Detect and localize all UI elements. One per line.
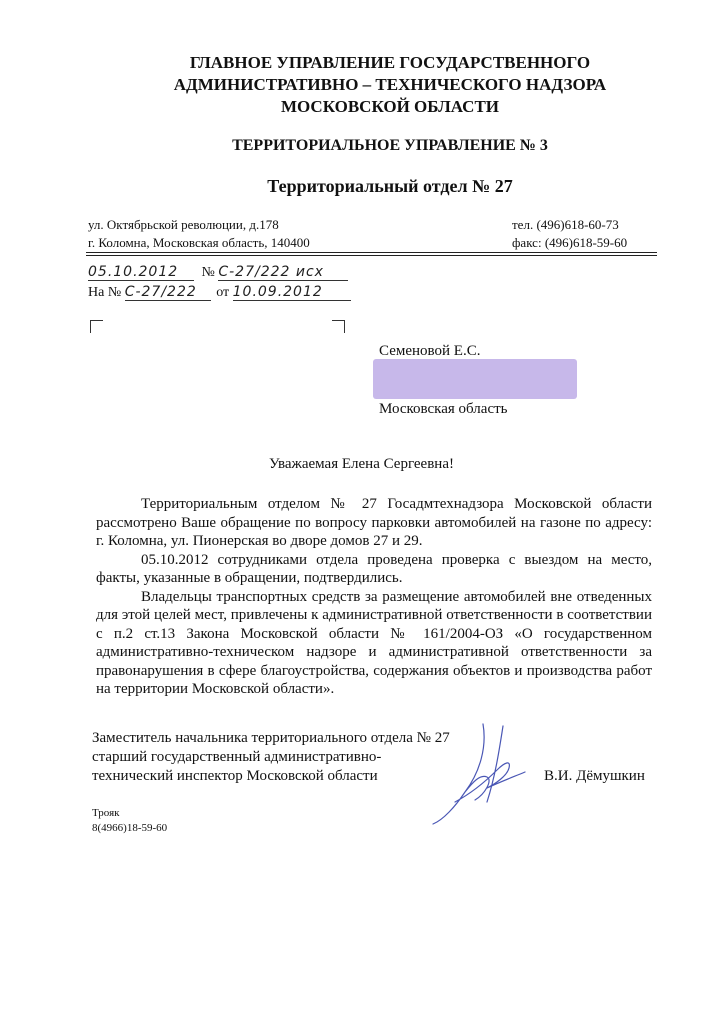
body-paragraph-1: Территориальным отделом № 27 Госадмтехнадзора Московской области рассмотрено Ваше обращение по вопросу парковки автомобилей на газоне по адресу: г. Коломна, ул. Пионерская во дворе домов 27 и 29.: [96, 496, 652, 549]
signatory-line2: старший государственный административно-: [92, 749, 382, 765]
address-line1: ул. Октябрьской революции, д.178: [88, 217, 279, 232]
executor-block: [92, 806, 167, 836]
signatory-title: [92, 729, 450, 786]
agency-header: [60, 52, 720, 118]
outgoing-date: 05.10.2012: [88, 264, 194, 281]
address-corner-right: [332, 320, 345, 333]
recipient-region: Московская область: [379, 401, 508, 417]
number-label: №: [201, 265, 215, 280]
handwritten-signature: [425, 722, 535, 827]
executor-name: Трояк: [92, 807, 120, 819]
phone-number: тел. (496)618-60-73: [512, 217, 619, 232]
outgoing-number: С-27/222 исх: [218, 264, 348, 281]
address-block: [88, 216, 310, 252]
agency-name-line3: МОСКОВСКОЙ ОБЛАСТИ: [280, 97, 500, 116]
reply-date: 10.09.2012: [233, 284, 351, 301]
reply-label: На №: [88, 285, 122, 300]
body-paragraph-3: Владельцы транспортных средств за размещение автомобилей вне отведенных для этой целей мест, привлечены к административной ответственности в соответствии с п.2 ст.13 Закона Московской области № 161/2004-ОЗ «О государственном административно-техническом надзоре и административной ответственности за правонарушения в сфере благоустройства, содержания объектов и производства работ на территории Московской области».: [96, 588, 652, 697]
address-corner-left: [90, 320, 103, 333]
header-divider-thick: [86, 255, 657, 256]
header-divider: [86, 252, 657, 253]
agency-name-line2: АДМИНИСТРАТИВНО – ТЕХНИЧЕСКОГО НАДЗОРА: [173, 75, 607, 94]
executor-phone: 8(4966)18-59-60: [92, 822, 168, 834]
agency-name-line1: ГЛАВНОЕ УПРАВЛЕНИЕ ГОСУДАРСТВЕННОГО: [189, 53, 591, 72]
reply-number: С-27/222: [125, 284, 211, 301]
recipient-name: Семеновой Е.С.: [379, 343, 481, 359]
department-title: Территориальный отдел № 27: [267, 176, 513, 196]
signatory-line3: технический инспектор Московской области: [92, 768, 378, 784]
fax-number: факс: (496)618-59-60: [512, 235, 628, 250]
reply-registration: [88, 284, 351, 301]
signatory-name: В.И. Дёмушкин: [544, 768, 645, 784]
outgoing-registration: [88, 264, 348, 281]
body-paragraph-2: 05.10.2012 сотрудниками отдела проведена проверка с выездом на место, факты, указанные в обращении, подтвердились.: [96, 551, 652, 586]
from-label: от: [216, 285, 230, 300]
letter-body: [96, 495, 652, 699]
contact-block: [512, 216, 652, 252]
greeting: Уважаемая Елена Сергеевна!: [269, 456, 454, 472]
territorial-directorate: ТЕРРИТОРИАЛЬНОЕ УПРАВЛЕНИЕ № 3: [232, 137, 548, 154]
signatory-line1: Заместитель начальника территориального отдела № 27: [92, 730, 450, 746]
address-line2: г. Коломна, Московская область, 140400: [88, 235, 310, 250]
redacted-address: [373, 359, 577, 399]
